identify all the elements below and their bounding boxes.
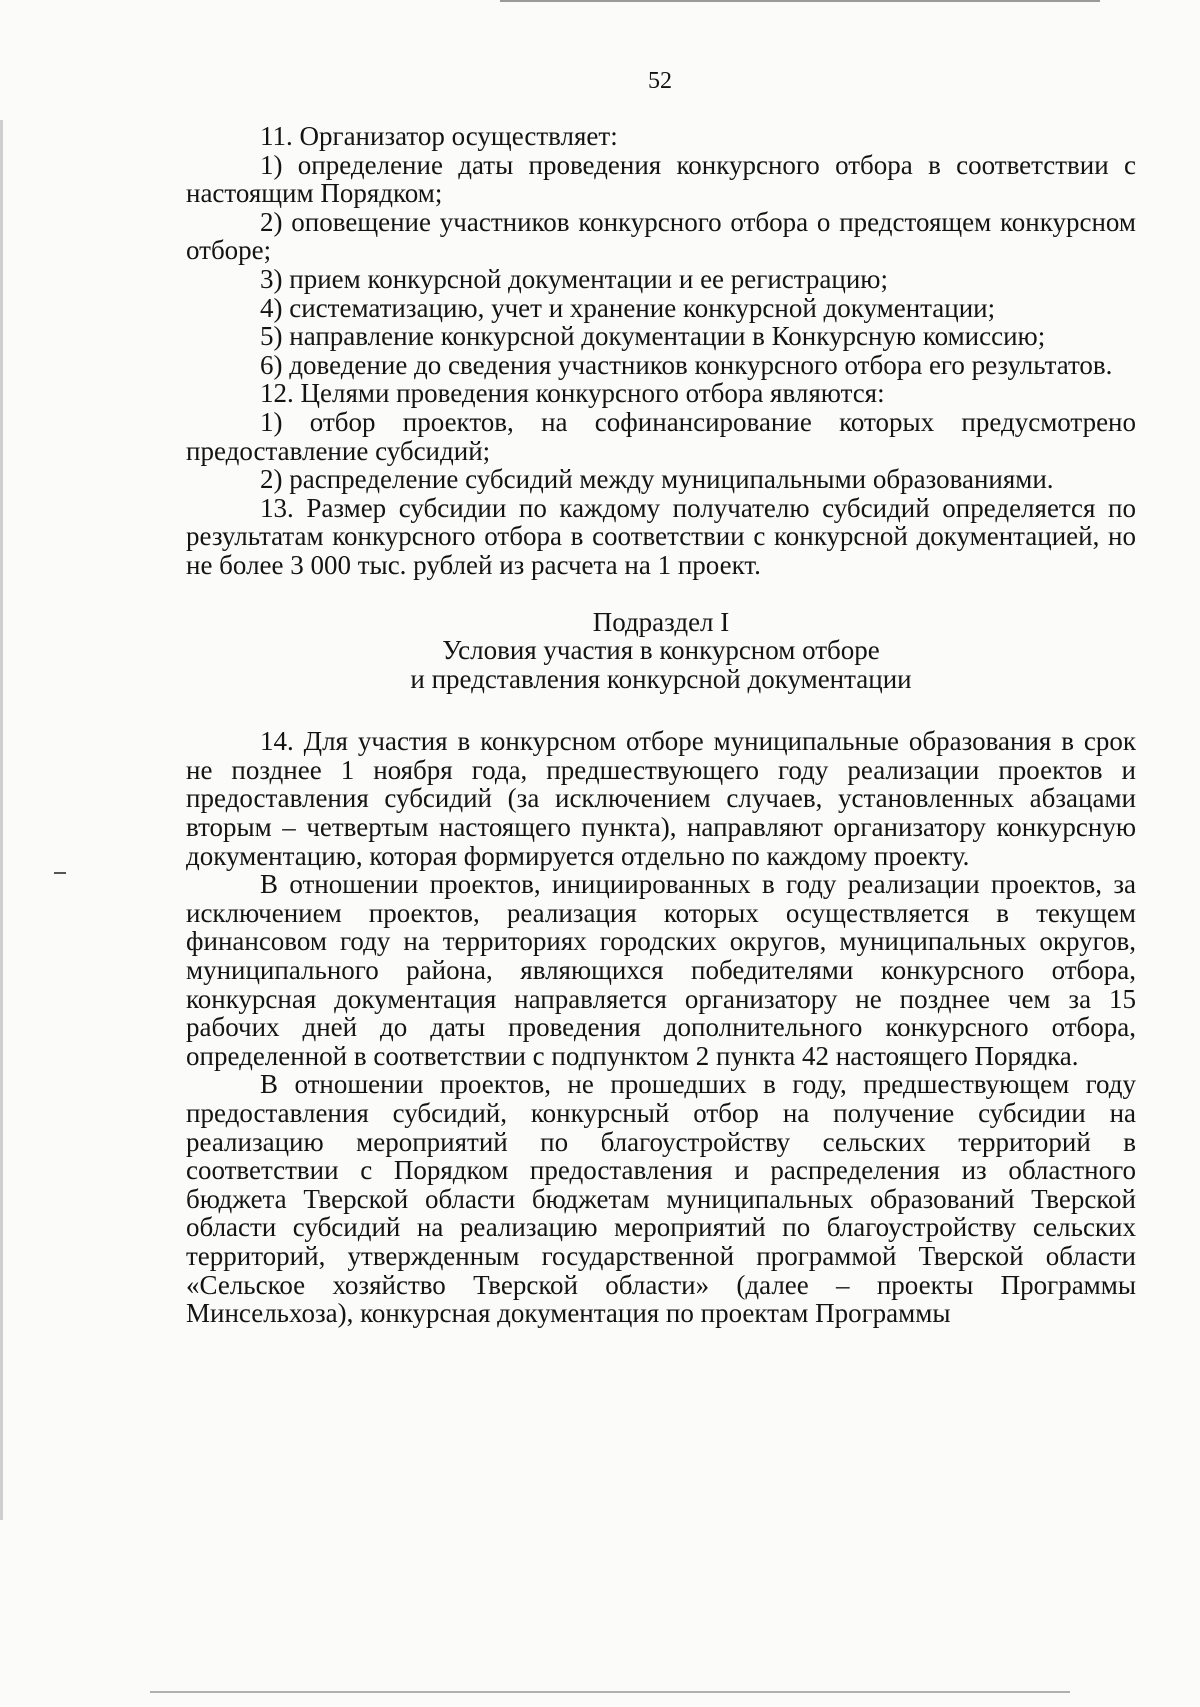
page-number: 52 bbox=[648, 68, 672, 94]
list-item-11-2: 2) оповещение участников конкурсного отбора о предстоящем конкурсном отборе; bbox=[186, 206, 1136, 266]
list-item-11-5: 5) направление конкурсной документации в Конкурсную комиссию; bbox=[260, 321, 1046, 352]
list-item-11-6: 6) доведение до сведения участников конкурсного отбора его результатов. bbox=[260, 349, 1113, 380]
scan-top-edge bbox=[500, 0, 1100, 2]
paragraph-12: 12. Целями проведения конкурсного отбора являются: bbox=[260, 378, 885, 409]
scan-left-edge bbox=[0, 120, 3, 1520]
document-body bbox=[186, 122, 1136, 1328]
paragraph-14-part-2: В отношении проектов, инициированных в году реализации проектов, за исключением проектов, реализация которых осуществляется в текущем финансовом году на территориях городских округов, муниципальных округов, муниципального района, являющихся победителями конкурсного отбора, конкурсная документация направляется организатору не позднее чем за 15 рабочих дней до даты проведения дополнительного конкурсного отбора, определенной в соответствии с подпунктом 2 пункта 42 настоящего Порядка. bbox=[186, 869, 1136, 1071]
paragraph-11: 11. Организатор осуществляет: bbox=[260, 121, 618, 151]
scan-bottom-edge bbox=[150, 1691, 1070, 1693]
list-item-11-1: 1) определение даты проведения конкурсного отбора в соответствии с настоящим Порядком; bbox=[186, 149, 1136, 209]
list-item-11-3: 3) прием конкурсной документации и ее регистрацию; bbox=[260, 263, 888, 294]
section-heading-title: Условия участия в конкурсном отборе bbox=[442, 635, 880, 666]
list-item-12-2: 2) распределение субсидий между муниципальными образованиями. bbox=[260, 464, 1054, 495]
paragraph-14: 14. Для участия в конкурсном отборе муниципальные образования в срок не позднее 1 ноября года, предшествующего году реализации проектов и предоставления субсидий (за исключением случаев, установленных абзацами вторым – четвертым настоящего пункта), направляют организатору конкурсную документацию, которая формируется отдельно по каждому проекту. bbox=[186, 726, 1136, 871]
spacer bbox=[186, 580, 1136, 608]
spacer bbox=[186, 693, 1136, 727]
paragraph-14-part-3: В отношении проектов, не прошедших в году, предшествующем году предоставления субсидий, конкурсный отбор на получение субсидии на реализацию мероприятий по благоустройству сельских территорий в соответствии с Порядком предоставления и распределения из областного бюджета Тверской области бюджетам муниципальных образований Тверской области субсидий на реализацию мероприятий по благоустройству сельских территорий, утвержденным государственной программой Тверской области «Сельское хозяйство Тверской области» (далее – проекты Программы Минсельхоза), конкурсная документация по проектам Программы bbox=[186, 1069, 1136, 1329]
list-item-12-1: 1) отбор проектов, на софинансирование которых предусмотрено предоставление субсидий; bbox=[186, 406, 1136, 466]
section-heading-title-cont: и представления конкурсной документации bbox=[410, 663, 912, 694]
margin-mark bbox=[54, 872, 66, 874]
list-item-11-4: 4) систематизацию, учет и хранение конкурсной документации; bbox=[260, 292, 996, 323]
section-heading-label: Подраздел I bbox=[592, 606, 730, 637]
paragraph-13: 13. Размер субсидии по каждому получателю субсидий определяется по результатам конкурсного отбора в соответствии с конкурсной документацией, но не более 3 000 тыс. рублей из расчета на 1 проект. bbox=[186, 492, 1136, 580]
